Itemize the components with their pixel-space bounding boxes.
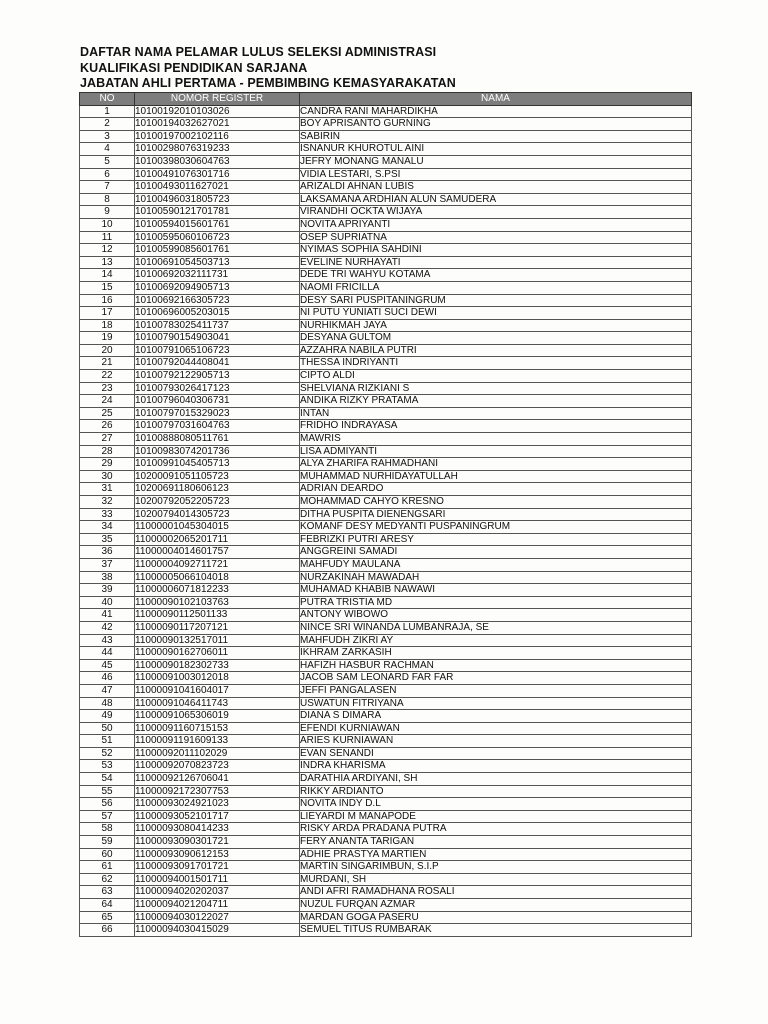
name-cell: ALYA ZHARIFA RAHMADHANI <box>300 458 692 471</box>
row-number-cell: 21 <box>80 357 135 370</box>
name-cell: NOVITA INDY D.L <box>300 798 692 811</box>
name-cell: LAKSAMANA ARDHIAN ALUN SAMUDERA <box>300 193 692 206</box>
table-row <box>80 634 692 647</box>
table-row <box>80 269 692 282</box>
name-cell: JEFRY MONANG MANALU <box>300 155 692 168</box>
name-cell: MOHAMMAD CAHYO KRESNO <box>300 496 692 509</box>
register-number-cell: 10100691054503713 <box>135 256 300 269</box>
name-cell: FEBRIZKI PUTRI ARESY <box>300 533 692 546</box>
row-number-cell: 44 <box>80 647 135 660</box>
name-cell: JEFFI PANGALASEN <box>300 684 692 697</box>
register-number-cell: 11000092172307753 <box>135 785 300 798</box>
name-cell: DIANA S DIMARA <box>300 710 692 723</box>
register-number-cell: 10100192010103026 <box>135 105 300 118</box>
table-row <box>80 647 692 660</box>
table-row <box>80 621 692 634</box>
register-number-cell: 10100595060106723 <box>135 231 300 244</box>
name-cell: SHELVIANA RIZKIANI S <box>300 382 692 395</box>
table-row <box>80 344 692 357</box>
name-cell: FRIDHO INDRAYASA <box>300 420 692 433</box>
table-row <box>80 773 692 786</box>
register-number-cell: 10200794014305723 <box>135 508 300 521</box>
register-number-cell: 11000090112501133 <box>135 609 300 622</box>
row-number-cell: 46 <box>80 672 135 685</box>
name-cell: USWATUN FITRIYANA <box>300 697 692 710</box>
row-number-cell: 3 <box>80 130 135 143</box>
row-number-cell: 12 <box>80 244 135 257</box>
table-row <box>80 886 692 899</box>
row-number-cell: 51 <box>80 735 135 748</box>
name-cell: PUTRA TRISTIA MD <box>300 596 692 609</box>
name-cell: CIPTO ALDI <box>300 370 692 383</box>
row-number-cell: 63 <box>80 886 135 899</box>
name-cell: RIKKY ARDIANTO <box>300 785 692 798</box>
table-row <box>80 294 692 307</box>
row-number-cell: 14 <box>80 269 135 282</box>
register-number-cell: 10200792052205723 <box>135 496 300 509</box>
row-number-cell: 66 <box>80 924 135 937</box>
row-number-cell: 2 <box>80 118 135 131</box>
table-row <box>80 810 692 823</box>
row-number-cell: 23 <box>80 382 135 395</box>
table-row <box>80 181 692 194</box>
register-number-cell: 10100398030604763 <box>135 155 300 168</box>
row-number-cell: 43 <box>80 634 135 647</box>
row-number-cell: 7 <box>80 181 135 194</box>
register-number-cell: 10100692166305723 <box>135 294 300 307</box>
register-number-cell: 10100790154903041 <box>135 332 300 345</box>
row-number-cell: 35 <box>80 533 135 546</box>
register-number-cell: 10100797015329023 <box>135 407 300 420</box>
table-row <box>80 672 692 685</box>
register-number-cell: 10100696005203015 <box>135 307 300 320</box>
applicant-table <box>79 92 692 937</box>
name-cell: CANDRA RANI MAHARDIKHA <box>300 105 692 118</box>
table-row <box>80 558 692 571</box>
name-cell: INDRA KHARISMA <box>300 760 692 773</box>
table-row <box>80 735 692 748</box>
row-number-cell: 38 <box>80 571 135 584</box>
name-cell: DESY SARI PUSPITANINGRUM <box>300 294 692 307</box>
table-row <box>80 710 692 723</box>
table-row <box>80 395 692 408</box>
register-number-cell: 10100791065106723 <box>135 344 300 357</box>
row-number-cell: 13 <box>80 256 135 269</box>
register-number-cell: 11000090102103763 <box>135 596 300 609</box>
register-number-cell: 11000006071812233 <box>135 584 300 597</box>
row-number-cell: 58 <box>80 823 135 836</box>
table-row <box>80 571 692 584</box>
name-cell: ANDI AFRI RAMADHANA ROSALI <box>300 886 692 899</box>
row-number-cell: 20 <box>80 344 135 357</box>
register-number-cell: 10100983074201736 <box>135 445 300 458</box>
table-row <box>80 407 692 420</box>
row-number-cell: 65 <box>80 911 135 924</box>
row-number-cell: 4 <box>80 143 135 156</box>
row-number-cell: 37 <box>80 558 135 571</box>
register-number-cell: 10100797031604763 <box>135 420 300 433</box>
register-number-cell: 11000093090301721 <box>135 836 300 849</box>
table-row <box>80 684 692 697</box>
table-row <box>80 533 692 546</box>
row-number-cell: 32 <box>80 496 135 509</box>
register-number-cell: 11000091003012018 <box>135 672 300 685</box>
table-row <box>80 483 692 496</box>
name-cell: NOVITA APRIYANTI <box>300 218 692 231</box>
name-cell: NYIMAS SOPHIA SAHDINI <box>300 244 692 257</box>
table-row <box>80 420 692 433</box>
register-number-cell: 11000093090612153 <box>135 848 300 861</box>
table-row <box>80 130 692 143</box>
name-cell: ISNANUR KHUROTUL AINI <box>300 143 692 156</box>
name-cell: THESSA INDRIYANTI <box>300 357 692 370</box>
row-number-cell: 22 <box>80 370 135 383</box>
table-row <box>80 193 692 206</box>
register-number-cell: 11000090117207121 <box>135 621 300 634</box>
register-number-cell: 10100796040306731 <box>135 395 300 408</box>
table-row <box>80 836 692 849</box>
name-cell: JACOB SAM LEONARD FAR FAR <box>300 672 692 685</box>
name-cell: MAWRIS <box>300 433 692 446</box>
table-row <box>80 659 692 672</box>
row-number-cell: 30 <box>80 470 135 483</box>
table-row <box>80 143 692 156</box>
table-row <box>80 924 692 937</box>
name-cell: ANGGREINI SAMADI <box>300 546 692 559</box>
name-cell: ANTONY WIBOWO <box>300 609 692 622</box>
row-number-cell: 26 <box>80 420 135 433</box>
name-cell: DESYANA GULTOM <box>300 332 692 345</box>
register-number-cell: 10100793026417123 <box>135 382 300 395</box>
register-number-cell: 10100599085601761 <box>135 244 300 257</box>
row-number-cell: 49 <box>80 710 135 723</box>
row-number-cell: 50 <box>80 722 135 735</box>
name-cell: VIRANDHI OCKTA WIJAYA <box>300 206 692 219</box>
row-number-cell: 55 <box>80 785 135 798</box>
register-number-cell: 11000002065201711 <box>135 533 300 546</box>
table-row <box>80 105 692 118</box>
table-row <box>80 584 692 597</box>
name-cell: SEMUEL TITUS RUMBARAK <box>300 924 692 937</box>
name-cell: NUZUL FURQAN AZMAR <box>300 899 692 912</box>
table-row <box>80 760 692 773</box>
table-row <box>80 508 692 521</box>
register-number-cell: 11000091065306019 <box>135 710 300 723</box>
name-cell: OSEP SUPRIATNA <box>300 231 692 244</box>
row-number-cell: 42 <box>80 621 135 634</box>
table-row <box>80 370 692 383</box>
table-row <box>80 873 692 886</box>
name-cell: NINCE SRI WINANDA LUMBANRAJA, SE <box>300 621 692 634</box>
register-number-cell: 11000093024921023 <box>135 798 300 811</box>
name-cell: NURZAKINAH MAWADAH <box>300 571 692 584</box>
row-number-cell: 5 <box>80 155 135 168</box>
name-cell: MAHFUDH ZIKRI AY <box>300 634 692 647</box>
name-cell: BOY APRISANTO GURNING <box>300 118 692 131</box>
name-cell: RISKY ARDA PRADANA PUTRA <box>300 823 692 836</box>
row-number-cell: 16 <box>80 294 135 307</box>
register-number-cell: 10100792044408041 <box>135 357 300 370</box>
row-number-cell: 39 <box>80 584 135 597</box>
table-row <box>80 609 692 622</box>
row-number-cell: 10 <box>80 218 135 231</box>
register-number-cell: 10200091051105723 <box>135 470 300 483</box>
title-line-1: DAFTAR NAMA PELAMAR LULUS SELEKSI ADMINISTRASI <box>80 45 437 59</box>
table-row <box>80 445 692 458</box>
row-number-cell: 31 <box>80 483 135 496</box>
name-cell: NI PUTU YUNIATI SUCI DEWI <box>300 307 692 320</box>
row-number-cell: 17 <box>80 307 135 320</box>
name-cell: ANDIKA RIZKY PRATAMA <box>300 395 692 408</box>
register-number-cell: 10100491076301716 <box>135 168 300 181</box>
table-row <box>80 244 692 257</box>
register-number-cell: 10100692094905713 <box>135 281 300 294</box>
table-row <box>80 697 692 710</box>
table-row <box>80 319 692 332</box>
name-cell: DITHA PUSPITA DIENENGSARI <box>300 508 692 521</box>
row-number-cell: 36 <box>80 546 135 559</box>
table-row <box>80 281 692 294</box>
register-number-cell: 11000001045304015 <box>135 521 300 534</box>
row-number-cell: 27 <box>80 433 135 446</box>
register-number-cell: 11000093091701721 <box>135 861 300 874</box>
table-row <box>80 546 692 559</box>
row-number-cell: 48 <box>80 697 135 710</box>
row-number-cell: 59 <box>80 836 135 849</box>
register-number-cell: 10200691180606123 <box>135 483 300 496</box>
register-number-cell: 11000004014601757 <box>135 546 300 559</box>
register-number-cell: 11000005066104018 <box>135 571 300 584</box>
name-cell: EFENDI KURNIAWAN <box>300 722 692 735</box>
register-number-cell: 11000092070823723 <box>135 760 300 773</box>
register-number-cell: 10100783025411737 <box>135 319 300 332</box>
row-number-cell: 40 <box>80 596 135 609</box>
name-cell: ADRIAN DEARDO <box>300 483 692 496</box>
register-number-cell: 11000092011102029 <box>135 747 300 760</box>
register-number-cell: 10100298076319233 <box>135 143 300 156</box>
table-row <box>80 218 692 231</box>
table-row <box>80 798 692 811</box>
name-cell: NAOMI FRICILLA <box>300 281 692 294</box>
register-number-cell: 11000094030415029 <box>135 924 300 937</box>
table-row <box>80 861 692 874</box>
register-number-cell: 10100197002102116 <box>135 130 300 143</box>
row-number-cell: 29 <box>80 458 135 471</box>
table-row <box>80 521 692 534</box>
name-cell: MUHAMMAD NURHIDAYATULLAH <box>300 470 692 483</box>
table-row <box>80 458 692 471</box>
table-row <box>80 785 692 798</box>
register-number-cell: 10100496031805723 <box>135 193 300 206</box>
table-row <box>80 155 692 168</box>
name-cell: MAHFUDY MAULANA <box>300 558 692 571</box>
table-header-row <box>80 93 692 106</box>
name-cell: MURDANI, SH <box>300 873 692 886</box>
register-number-cell: 10100594015601761 <box>135 218 300 231</box>
name-cell: LIEYARDI M MANAPODE <box>300 810 692 823</box>
register-number-cell: 11000094001501711 <box>135 873 300 886</box>
row-number-cell: 64 <box>80 899 135 912</box>
register-number-cell: 10100888080511761 <box>135 433 300 446</box>
row-number-cell: 19 <box>80 332 135 345</box>
register-number-cell: 11000091041604017 <box>135 684 300 697</box>
row-number-cell: 54 <box>80 773 135 786</box>
table-body <box>80 105 692 936</box>
name-cell: KOMANF DESY MEDYANTI PUSPANINGRUM <box>300 521 692 534</box>
register-number-cell: 11000091160715153 <box>135 722 300 735</box>
name-cell: AZZAHRA NABILA PUTRI <box>300 344 692 357</box>
register-number-cell: 11000094030122027 <box>135 911 300 924</box>
row-number-cell: 34 <box>80 521 135 534</box>
row-number-cell: 28 <box>80 445 135 458</box>
name-cell: ARIZALDI AHNAN LUBIS <box>300 181 692 194</box>
table-row <box>80 911 692 924</box>
register-number-cell: 10100590121701781 <box>135 206 300 219</box>
row-number-cell: 24 <box>80 395 135 408</box>
row-number-cell: 33 <box>80 508 135 521</box>
table-row <box>80 168 692 181</box>
name-cell: DARATHIA ARDIYANI, SH <box>300 773 692 786</box>
register-number-cell: 10100692032111731 <box>135 269 300 282</box>
row-number-cell: 11 <box>80 231 135 244</box>
register-number-cell: 10100194032627021 <box>135 118 300 131</box>
row-number-cell: 8 <box>80 193 135 206</box>
register-number-cell: 11000090182302733 <box>135 659 300 672</box>
register-number-cell: 11000094021204711 <box>135 899 300 912</box>
table-row <box>80 596 692 609</box>
document-title <box>80 45 456 92</box>
name-cell: SABIRIN <box>300 130 692 143</box>
name-cell: IKHRAM ZARKASIH <box>300 647 692 660</box>
name-cell: ARIES KURNIAWAN <box>300 735 692 748</box>
table-row <box>80 496 692 509</box>
register-number-cell: 11000092126706041 <box>135 773 300 786</box>
table-row <box>80 433 692 446</box>
row-number-cell: 45 <box>80 659 135 672</box>
title-line-3: JABATAN AHLI PERTAMA - PEMBIMBING KEMASYARAKATAN <box>80 76 456 90</box>
header-name: NAMA <box>300 93 692 106</box>
table-row <box>80 332 692 345</box>
name-cell: INTAN <box>300 407 692 420</box>
row-number-cell: 1 <box>80 105 135 118</box>
register-number-cell: 11000090132517011 <box>135 634 300 647</box>
row-number-cell: 52 <box>80 747 135 760</box>
row-number-cell: 6 <box>80 168 135 181</box>
row-number-cell: 9 <box>80 206 135 219</box>
table-row <box>80 899 692 912</box>
header-no: NO <box>80 93 135 106</box>
name-cell: FERY ANANTA TARIGAN <box>300 836 692 849</box>
row-number-cell: 60 <box>80 848 135 861</box>
table-row <box>80 382 692 395</box>
table-row <box>80 118 692 131</box>
name-cell: ADHIE PRASTYA MARTIEN <box>300 848 692 861</box>
name-cell: MARTIN SINGARIMBUN, S.I.P <box>300 861 692 874</box>
row-number-cell: 47 <box>80 684 135 697</box>
register-number-cell: 11000093052101717 <box>135 810 300 823</box>
table-row <box>80 747 692 760</box>
table-row <box>80 206 692 219</box>
table-row <box>80 256 692 269</box>
table-row <box>80 307 692 320</box>
title-line-2: KUALIFIKASI PENDIDIKAN SARJANA <box>80 60 308 75</box>
register-number-cell: 11000004092711721 <box>135 558 300 571</box>
name-cell: MUHAMAD KHABIB NAWAWI <box>300 584 692 597</box>
table-row <box>80 231 692 244</box>
register-number-cell: 11000093080414233 <box>135 823 300 836</box>
register-number-cell: 10100493011627021 <box>135 181 300 194</box>
row-number-cell: 61 <box>80 861 135 874</box>
row-number-cell: 41 <box>80 609 135 622</box>
name-cell: NURHIKMAH JAYA <box>300 319 692 332</box>
name-cell: VIDIA LESTARI, S.PSI <box>300 168 692 181</box>
register-number-cell: 11000094020202037 <box>135 886 300 899</box>
row-number-cell: 18 <box>80 319 135 332</box>
row-number-cell: 25 <box>80 407 135 420</box>
table-row <box>80 357 692 370</box>
table-row <box>80 823 692 836</box>
register-number-cell: 11000091191609133 <box>135 735 300 748</box>
table-row <box>80 848 692 861</box>
register-number-cell: 10100792122905713 <box>135 370 300 383</box>
row-number-cell: 57 <box>80 810 135 823</box>
name-cell: MARDAN GOGA PASERU <box>300 911 692 924</box>
name-cell: HAFIZH HASBUR RACHMAN <box>300 659 692 672</box>
row-number-cell: 53 <box>80 760 135 773</box>
name-cell: EVAN SENANDI <box>300 747 692 760</box>
row-number-cell: 62 <box>80 873 135 886</box>
name-cell: EVELINE NURHAYATI <box>300 256 692 269</box>
register-number-cell: 11000091046411743 <box>135 697 300 710</box>
row-number-cell: 56 <box>80 798 135 811</box>
register-number-cell: 11000090162706011 <box>135 647 300 660</box>
name-cell: DEDE TRI WAHYU KOTAMA <box>300 269 692 282</box>
table-row <box>80 470 692 483</box>
header-register-number: NOMOR REGISTER <box>135 93 300 106</box>
name-cell: LISA ADMIYANTI <box>300 445 692 458</box>
row-number-cell: 15 <box>80 281 135 294</box>
table-row <box>80 722 692 735</box>
register-number-cell: 10100991045405713 <box>135 458 300 471</box>
